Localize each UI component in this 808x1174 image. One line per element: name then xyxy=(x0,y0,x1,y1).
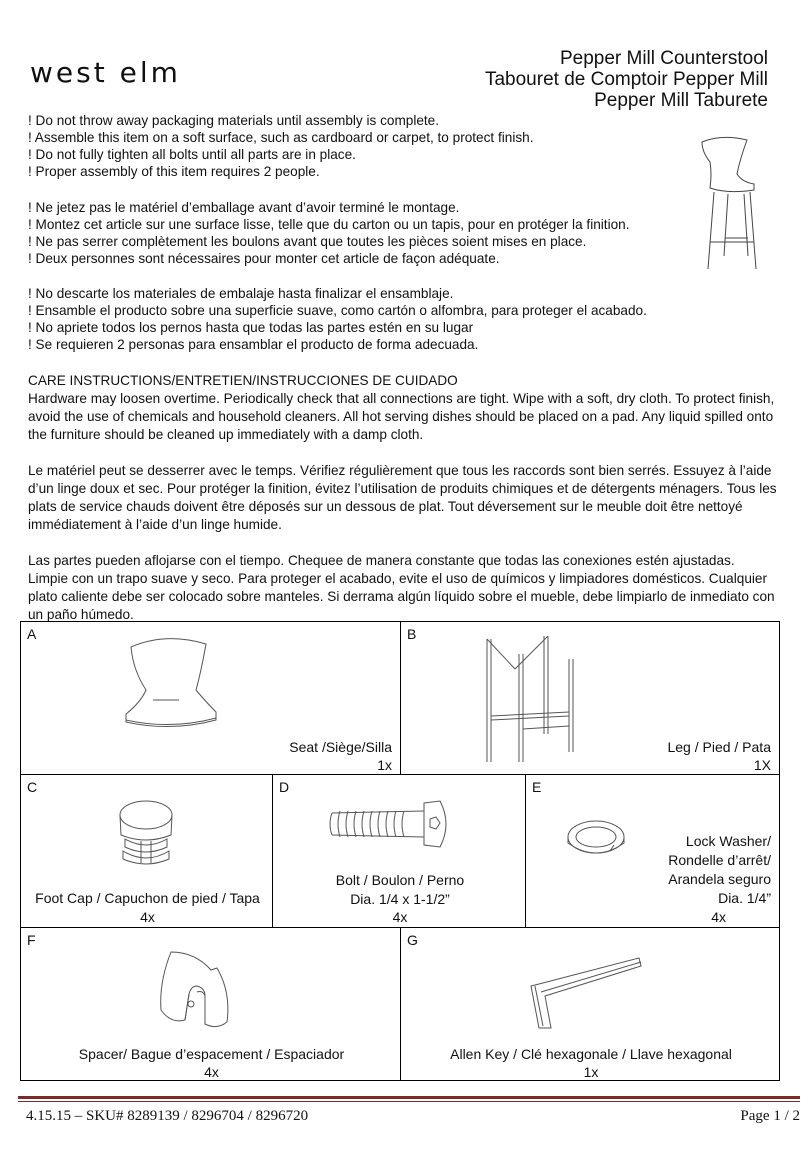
title-fr: Tabouret de Comptoir Pepper Mill xyxy=(484,69,768,90)
care-en: Hardware may loosen overtime. Periodically check that all connections are tight. Wipe with a soft, dry cloth. To protect finish, avoid the use of chemicals and household cleaners. All hot serving dishes should be placed on a pad. Any liquid spilled onto the furniture should be cleaned up immediately with a damp cloth. xyxy=(28,391,775,442)
warning-line: ! No descarte los materiales de embalaje hasta finalizar el ensamblaje. xyxy=(28,286,454,301)
part-letter: E xyxy=(532,779,542,795)
part-spec: Dia. 1/4 x 1-1/2” xyxy=(350,891,450,907)
part-qty: 4x xyxy=(392,909,408,925)
foot-cap-drawing xyxy=(111,797,181,877)
warning-line: ! Proper assembly of this item requires 2 people. xyxy=(28,164,320,179)
part-name: Spacer/ Bague d’espacement / Espaciador xyxy=(78,1046,345,1062)
part-name: Foot Cap / Capuchon de pied / Tapa xyxy=(35,890,260,906)
care-es: Las partes pueden aflojarse con el tiempo. Chequee de manera constante que todas las conexiones estén ajustadas. Limpie con un trapo suave y seco. Para proteger el acabado, evite el uso de químicos y limpiadores domésticos. Cualquier plato caliente debe ser colocado sobre manteles. Si derrama algún líquido sobre el mueble, debe limpiarlo de inmediato con un paño húmedo. xyxy=(28,553,775,622)
warning-line: ! Ne pas serrer complètement les boulons avant que toutes les pièces soient mises en place. xyxy=(28,234,587,249)
warning-line: ! No apriete todos los pernos hasta que todas las partes estén en su lugar xyxy=(28,320,474,335)
warning-line: ! Do not throw away packaging materials until assembly is complete. xyxy=(28,113,440,128)
warnings-es xyxy=(28,285,778,353)
parts-grid xyxy=(20,621,780,1081)
part-cell-c xyxy=(20,774,273,928)
part-qty: 4x xyxy=(140,909,155,925)
brand-logo: west elm xyxy=(30,56,181,89)
footer-rule xyxy=(18,1096,800,1099)
part-qty: 1x xyxy=(377,757,392,773)
warning-line: ! Montez cet article sur une surface lisse, telle que du carton ou un tapis, pour en protéger la finition. xyxy=(28,217,630,232)
part-cell-e xyxy=(525,774,780,928)
warning-line: ! Se requieren 2 personas para ensamblar el producto de forma adecuada. xyxy=(28,337,479,352)
care-instructions xyxy=(28,372,778,624)
part-letter: A xyxy=(27,626,37,642)
part-qty: 1x xyxy=(583,1064,599,1080)
part-name: Bolt / Boulon / Perno xyxy=(335,872,465,888)
footer-sku: 4.15.15 – SKU# 8289139 / 8296704 / 8296720 xyxy=(26,1108,309,1124)
part-letter: D xyxy=(279,779,290,795)
title-block xyxy=(485,48,768,111)
part-qty: 4x xyxy=(204,1064,219,1080)
warning-line: ! Ensamble el producto sobre una superficie suave, como cartón o alfombra, para proteger el acabado. xyxy=(28,303,647,318)
warnings-fr xyxy=(28,199,778,267)
care-fr: Le matériel peut se desserrer avec le temps. Vérifiez régulièrement que tous les raccords sont bien serrés. Essuyez à l’aide d’un linge doux et sec. Pour protéger la finition, évitez l’utilisation de produits chimiques et de détergents ménagers. Tous les plats de service chauds doivent être déposés sur un dessous de plat. Tout déversement sur le meuble doit être nettoyé immédiatement à l’aide d’un linge humide. xyxy=(28,463,777,532)
part-letter: B xyxy=(407,626,417,642)
title-es: Pepper Mill Taburete xyxy=(594,90,768,111)
part-cell-a xyxy=(20,621,401,775)
spacer-drawing xyxy=(151,942,241,1042)
part-name-fr: Rondelle d’arrêt/ xyxy=(668,852,771,868)
part-cell-g xyxy=(400,927,780,1081)
stool-illustration xyxy=(692,134,772,274)
title-en: Pepper Mill Counterstool xyxy=(559,48,768,69)
part-qty: 1X xyxy=(753,757,771,773)
part-name: Leg / Pied / Pata xyxy=(667,739,771,755)
part-name-en: Lock Washer/ xyxy=(685,833,771,849)
warning-line: ! Ne jetez pas le matériel d’emballage avant d’avoir terminé le montage. xyxy=(28,200,460,215)
footer-rule-thin xyxy=(18,1101,800,1102)
part-letter: F xyxy=(27,932,36,948)
part-name: Seat /Siège/Silla xyxy=(289,739,392,755)
part-qty: 4x xyxy=(711,909,726,925)
allen-key-drawing xyxy=(521,956,651,1036)
part-cell-d xyxy=(272,774,526,928)
warnings-en xyxy=(28,112,778,180)
part-cell-b xyxy=(400,621,780,775)
part-name-es: Arandela seguro xyxy=(668,871,771,887)
warning-line: ! Assemble this item on a soft surface, such as cardboard or carpet, to protect finish. xyxy=(28,130,534,145)
part-letter: G xyxy=(407,932,418,948)
page-number: Page 1 / 2 xyxy=(740,1108,800,1124)
part-cell-f xyxy=(20,927,401,1081)
warning-line: ! Deux personnes sont nécessaires pour monter cet article de façon adéquate. xyxy=(28,251,500,266)
warning-line: ! Do not fully tighten all bolts until all parts are in place. xyxy=(28,147,356,162)
care-heading: CARE INSTRUCTIONS/ENTRETIEN/INSTRUCCIONES DE CUIDADO xyxy=(28,373,458,388)
part-name: Allen Key / Clé hexagonale / Llave hexagonal xyxy=(450,1046,732,1062)
leg-drawing xyxy=(479,634,589,769)
seat-drawing xyxy=(111,632,231,752)
part-letter: C xyxy=(27,779,38,795)
lock-washer-drawing xyxy=(564,817,628,861)
part-spec: Dia. 1/4” xyxy=(718,890,771,906)
bolt-drawing xyxy=(328,799,468,849)
